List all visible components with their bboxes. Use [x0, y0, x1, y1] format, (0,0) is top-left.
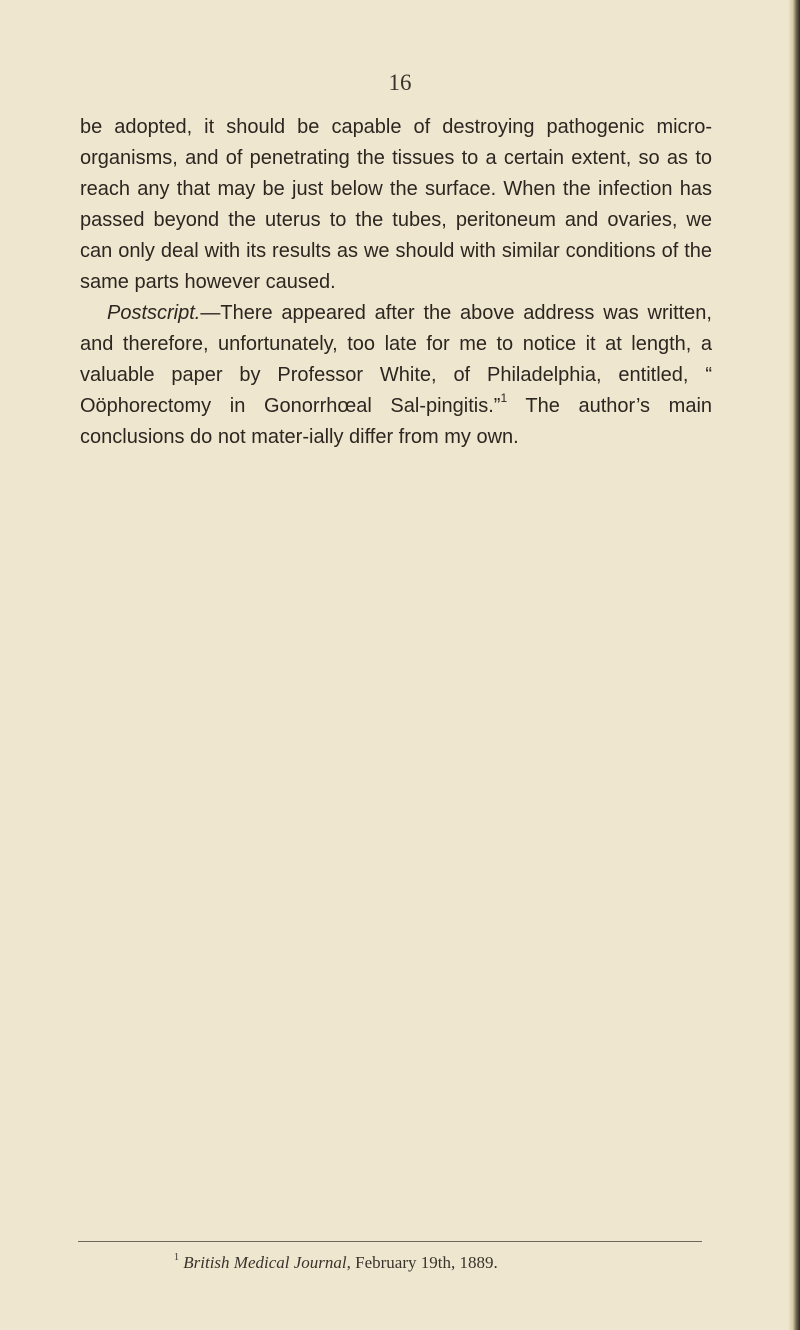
page-number: 16 — [388, 70, 412, 95]
body-text — [80, 112, 712, 453]
paragraph: be adopted, it should be capable of destroying pathogenic micro-organisms, and of penetrating the tissues to a certain extent, so as to reach any that may be just below the surface. When the infection has passed beyond the uterus to the tubes, peritoneum and ovaries, we can only deal with its results as we should with similar conditions of the same parts however caused. — [80, 116, 712, 293]
page-edge-shadow — [788, 0, 800, 1330]
footnote — [174, 1252, 704, 1274]
footnote-journal: British Medical Journal — [183, 1253, 347, 1272]
postscript-paragraph — [80, 298, 712, 453]
postscript-text: —There appeared after the above address was written, and therefore, unfortunately, too late for me to notice it at length, a valuable paper by Professor White, of Philadelphia, entitled, “ Oöphorectomy in Gonorrhœal Sal-pingitis.” — [80, 302, 712, 417]
footnote-divider — [78, 1241, 702, 1242]
postscript-heading: Postscript. — [107, 302, 201, 324]
footnote-citation: , February 19th, 1889. — [346, 1253, 498, 1272]
footnote-reference: 1 — [500, 391, 508, 406]
postscript-conclusion: The author’s main conclusions do not mater-ially differ from my own. — [80, 395, 713, 448]
footnote-marker: 1 — [174, 1252, 179, 1264]
